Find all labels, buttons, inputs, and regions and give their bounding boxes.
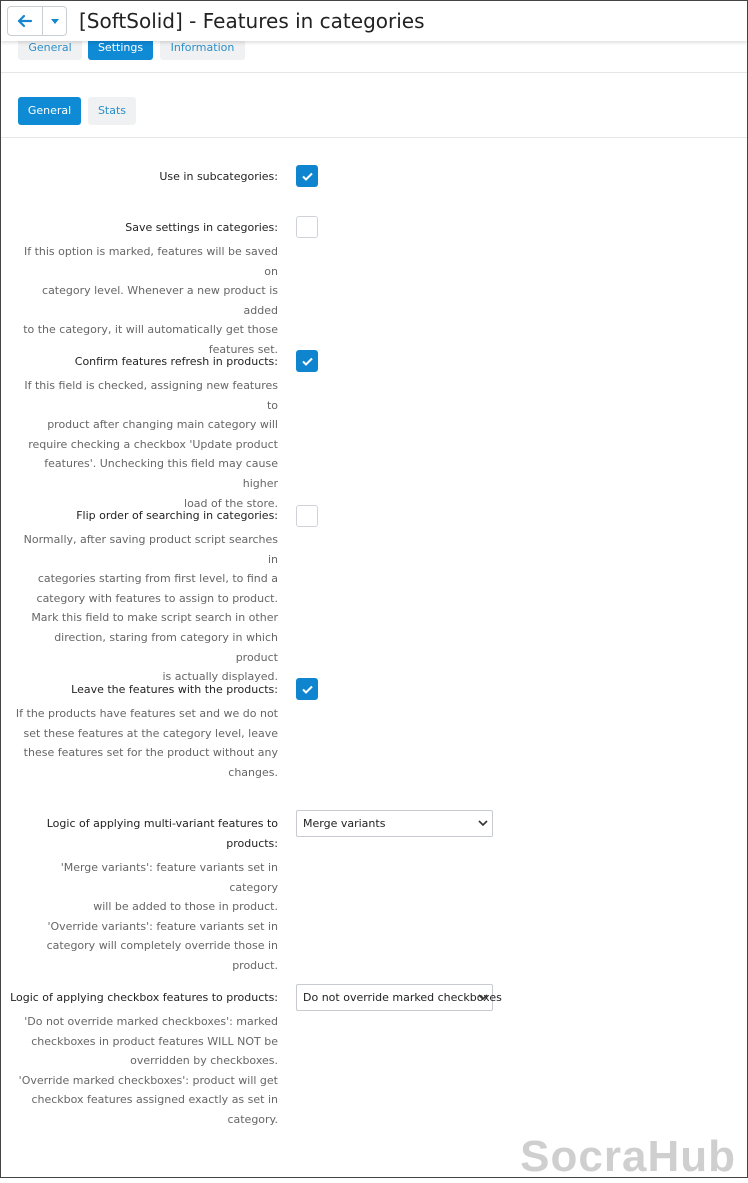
- desc-line: these features set for the product without any: [23, 746, 278, 760]
- desc-line: features set.: [208, 342, 278, 356]
- desc-line: category will completely override those in: [46, 939, 278, 953]
- desc-line: changes.: [228, 765, 278, 779]
- desc-line: 'Override variants': feature variants set in: [47, 919, 278, 933]
- desc-line: set these features at the category level, leave: [23, 726, 278, 740]
- multi-variant-description: [14, 858, 278, 976]
- leave-features-checkbox[interactable]: [296, 678, 318, 700]
- multi-variant-select-value: Merge variants: [303, 817, 386, 830]
- desc-line: 'Do not override marked checkboxes': marked: [24, 1015, 278, 1028]
- desc-line: to the category, it will automatically get those: [23, 323, 278, 337]
- desc-line: will be added to those in product.: [93, 900, 278, 914]
- use-in-subcategories-label: Use in subcategories:: [159, 170, 278, 183]
- flip-order-checkbox[interactable]: [296, 505, 318, 527]
- back-button[interactable]: [8, 7, 43, 35]
- desc-line: checkbox features assigned exactly as set in: [31, 1093, 278, 1107]
- desc-line: categories starting from first level, to find a: [37, 572, 278, 586]
- use-in-subcategories-checkbox[interactable]: [296, 165, 318, 187]
- desc-line: 'Override marked checkboxes': product will get: [18, 1073, 278, 1087]
- label-line: products:: [226, 837, 278, 850]
- desc-line: If this option is marked, features will be saved on: [23, 245, 278, 278]
- desc-line: category.: [227, 1112, 278, 1126]
- desc-line: features'. Unchecking this field may cause higher: [44, 457, 278, 490]
- subtab-general[interactable]: General: [18, 97, 81, 125]
- desc-line: load of the store.: [184, 496, 278, 510]
- checkbox-logic-select-value: Do not override marked checkboxes: [303, 991, 502, 1004]
- desc-line: 'Merge variants': feature variants set in category: [60, 861, 278, 894]
- tab-information[interactable]: Information: [160, 35, 245, 60]
- multi-variant-label: [10, 814, 278, 854]
- desc-line: direction, staring from category in which product: [54, 630, 278, 664]
- subtab-stats[interactable]: Stats: [88, 97, 136, 125]
- desc-line: category level. Whenever a new product is added: [42, 284, 278, 317]
- confirm-refresh-label: Confirm features refresh in products:: [74, 355, 278, 368]
- save-settings-checkbox[interactable]: [296, 216, 318, 238]
- checkbox-logic-description: [14, 1012, 278, 1130]
- caret-down-icon: [51, 19, 59, 24]
- save-settings-description: [14, 242, 278, 360]
- desc-line: Mark this field to make script search in other: [31, 611, 278, 625]
- desc-line: category with features to assign to product.: [36, 591, 278, 605]
- leave-features-description: [14, 704, 278, 782]
- nav-button-group: [7, 6, 67, 36]
- chevron-down-icon: [478, 819, 488, 827]
- desc-line: require checking a checkbox 'Update product: [28, 437, 278, 451]
- arrow-left-icon: [18, 15, 32, 27]
- desc-line: If the products have features set and we do not: [15, 707, 278, 720]
- desc-line: checkboxes in product features WILL NOT be: [31, 1034, 278, 1048]
- check-icon: [302, 172, 313, 181]
- confirm-refresh-checkbox[interactable]: [296, 350, 318, 372]
- desc-line: is actually displayed.: [162, 670, 278, 684]
- label-line: Logic of applying multi-variant features to: [46, 817, 278, 830]
- desc-line: product.: [232, 958, 278, 972]
- check-icon: [302, 685, 313, 694]
- watermark-part1: Socra: [520, 1132, 648, 1181]
- page-title: [SoftSolid] - Features in categories: [79, 9, 425, 33]
- tab-general[interactable]: General: [18, 35, 82, 60]
- subtabs-divider: [1, 137, 747, 138]
- leave-features-label: Leave the features with the products:: [71, 683, 278, 696]
- tab-settings[interactable]: Settings: [88, 35, 153, 60]
- watermark-logo: [520, 1131, 736, 1183]
- check-icon: [302, 357, 313, 366]
- confirm-refresh-description: [14, 376, 278, 513]
- checkbox-logic-select[interactable]: [296, 984, 502, 1011]
- desc-line: overridden by checkboxes.: [130, 1054, 278, 1068]
- save-settings-label: Save settings in categories:: [125, 221, 278, 234]
- flip-order-label: Flip order of searching in categories:: [76, 509, 278, 522]
- desc-line: product after changing main category will: [47, 418, 278, 432]
- checkbox-logic-label: Logic of applying checkbox features to products:: [10, 991, 278, 1004]
- desc-line: Normally, after saving product script searches in: [23, 533, 278, 566]
- multi-variant-select[interactable]: [296, 810, 493, 837]
- flip-order-description: [14, 530, 278, 687]
- page-header: [1, 1, 747, 41]
- desc-line: If this field is checked, assigning new features to: [24, 379, 278, 412]
- chevron-down-icon: [478, 993, 488, 1001]
- tabs-divider: [1, 72, 747, 73]
- watermark-part2: Hub: [647, 1132, 736, 1181]
- nav-dropdown-button[interactable]: [43, 7, 66, 35]
